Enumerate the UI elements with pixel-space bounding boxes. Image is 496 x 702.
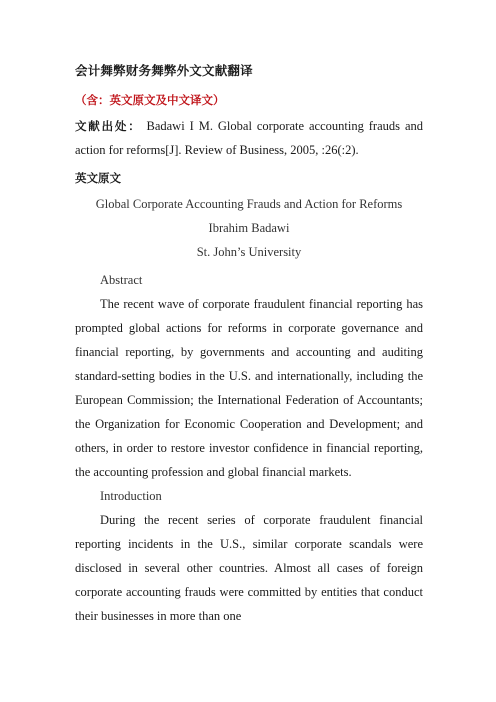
introduction-paragraph: During the recent series of corporate fraudulent financial reporting incidents in the U.S., similar corporate scandals were disclosed in several other countries. Almost all cases of foreign corporate accounting frauds were committed by entities that conduct their businesses in more than one [75,513,423,623]
document-subtitle: （含：英文原文及中文译文） [75,93,225,107]
abstract-label: Abstract [100,273,143,287]
source-text: Badawi I M. Global corporate accounting frauds and action for reforms[J]. Review of Business, 2005, :26(:2). [75,119,423,157]
paper-affiliation: St. John’s University [196,245,302,259]
source-label: 文献出处： [75,119,142,133]
paper-author: Ibrahim Badawi [208,221,290,235]
section-heading: 英文原文 [75,171,121,185]
document-title: 会计舞弊财务舞弊外文文献翻译 [75,63,253,78]
paper-title: Global Corporate Accounting Frauds and Action for Reforms [95,197,403,211]
introduction-label: Introduction [100,489,162,503]
source-citation [75,114,423,162]
document-body [75,62,423,628]
abstract-paragraph: The recent wave of corporate fraudulent financial reporting has prompted global actions for reforms in corporate governance and financial reporting, by governments and accounting and auditing standard-setting bodies in the U.S. and internationally, including the European Commission; the International Federation of Accountants; the Organization for Economic Cooperation and Development; and others, in order to restore investor confidence in financial reporting, the accounting profession and global financial markets. [75,297,423,479]
